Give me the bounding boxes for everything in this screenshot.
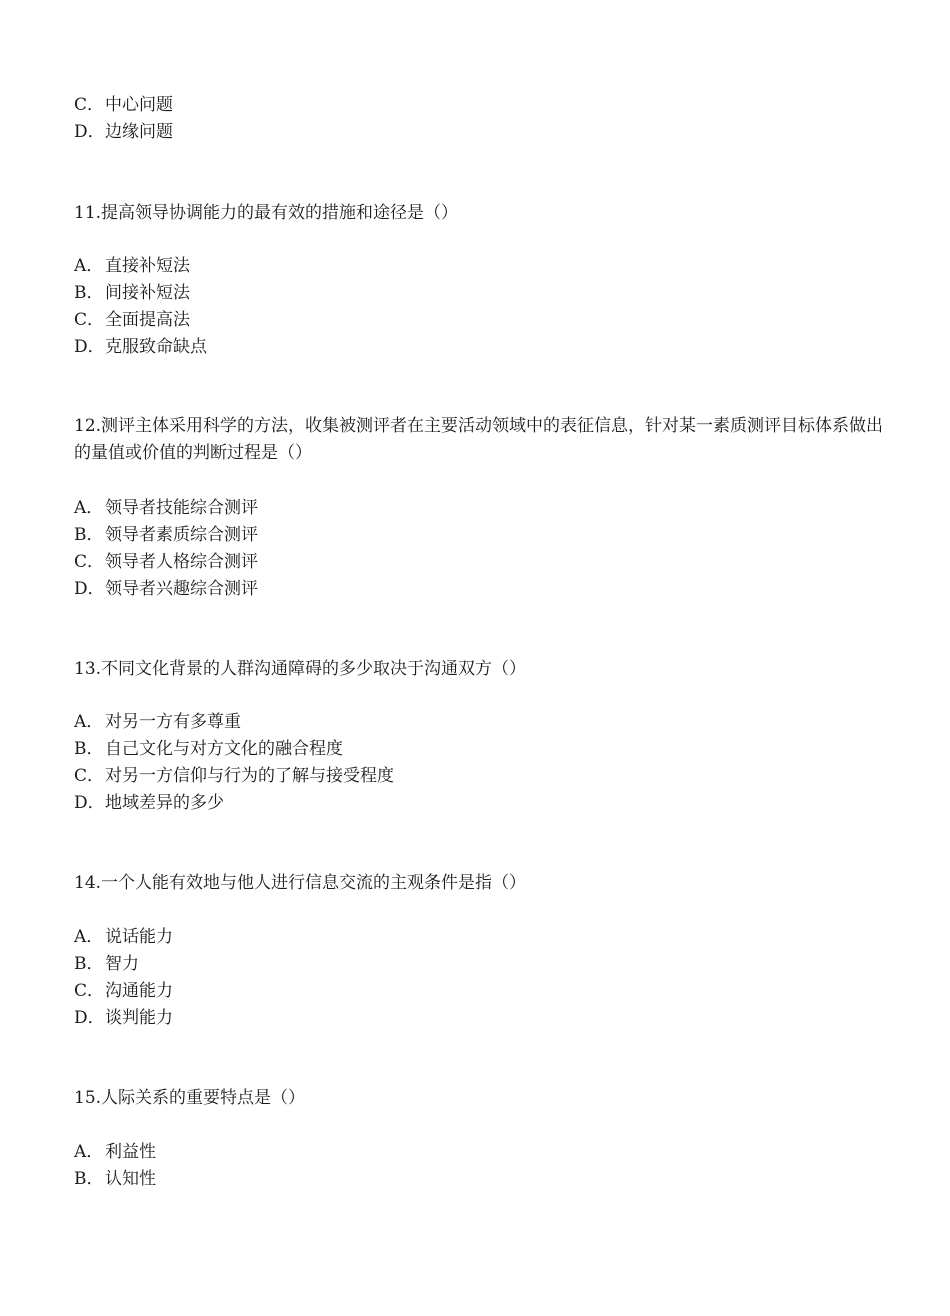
question-stem: 15.人际关系的重要特点是（） — [74, 1088, 306, 1108]
option-text: 利益性 — [105, 1142, 156, 1162]
option-letter: B． — [74, 283, 104, 303]
option-line — [74, 952, 139, 976]
option-line — [74, 737, 343, 761]
option-letter: A． — [74, 712, 104, 732]
option-letter: A． — [74, 498, 104, 518]
option-text: 领导者兴趣综合测评 — [105, 579, 258, 599]
option-letter: D． — [74, 337, 105, 357]
option-line — [74, 523, 258, 547]
question-stem: 11.提高领导协调能力的最有效的措施和途径是（） — [74, 203, 459, 223]
option-text: 领导者人格综合测评 — [105, 552, 258, 572]
option-text: 直接补短法 — [105, 256, 190, 276]
option-letter: C． — [74, 95, 105, 115]
option-text: 领导者技能综合测评 — [105, 498, 258, 518]
option-line — [74, 120, 173, 144]
option-line — [74, 335, 207, 359]
option-text: 克服致命缺点 — [105, 337, 207, 357]
option-text: 自己文化与对方文化的融合程度 — [105, 739, 343, 759]
option-text: 全面提高法 — [105, 310, 190, 330]
option-text: 沟通能力 — [105, 981, 173, 1001]
option-letter: B． — [74, 525, 104, 545]
option-line — [74, 577, 258, 601]
option-text: 地域差异的多少 — [105, 793, 224, 813]
option-letter: A． — [74, 927, 104, 947]
option-text: 中心问题 — [105, 95, 173, 115]
option-letter: C． — [74, 981, 105, 1001]
option-letter: D． — [74, 122, 105, 142]
option-letter: C． — [74, 310, 105, 330]
question-stem: 12.测评主体采用科学的方法，收集被测评者在主要活动领域中的表征信息，针对某一素质测评目标体系做出的量值或价值的判断过程是（） — [74, 416, 884, 463]
option-line — [74, 791, 224, 815]
option-line — [74, 254, 190, 278]
option-line — [74, 93, 173, 117]
option-line — [74, 1140, 156, 1164]
option-line — [74, 1167, 156, 1191]
option-line — [74, 764, 394, 788]
option-letter: C． — [74, 552, 105, 572]
option-line — [74, 281, 190, 305]
option-line — [74, 1006, 173, 1030]
option-letter: B． — [74, 954, 104, 974]
option-line — [74, 925, 173, 949]
option-line — [74, 496, 258, 520]
option-text: 谈判能力 — [105, 1008, 173, 1028]
option-letter: A． — [74, 1142, 104, 1162]
option-text: 说话能力 — [105, 927, 173, 947]
question-stem: 13.不同文化背景的人群沟通障碍的多少取决于沟通双方（） — [74, 659, 527, 679]
option-line — [74, 308, 190, 332]
option-line — [74, 550, 258, 574]
option-text: 认知性 — [105, 1169, 156, 1189]
question-stem: 14.一个人能有效地与他人进行信息交流的主观条件是指（） — [74, 873, 527, 893]
option-text: 智力 — [105, 954, 139, 974]
option-text: 间接补短法 — [105, 283, 190, 303]
option-letter: A． — [74, 256, 104, 276]
option-line — [74, 710, 241, 734]
option-letter: D． — [74, 1008, 105, 1028]
option-text: 对另一方有多尊重 — [105, 712, 241, 732]
option-text: 对另一方信仰与行为的了解与接受程度 — [105, 766, 394, 786]
option-letter: B． — [74, 1169, 104, 1189]
option-text: 领导者素质综合测评 — [105, 525, 258, 545]
option-letter: B． — [74, 739, 104, 759]
option-text: 边缘问题 — [105, 122, 173, 142]
option-line — [74, 979, 173, 1003]
option-letter: C． — [74, 766, 105, 786]
option-letter: D． — [74, 793, 105, 813]
option-letter: D． — [74, 579, 105, 599]
